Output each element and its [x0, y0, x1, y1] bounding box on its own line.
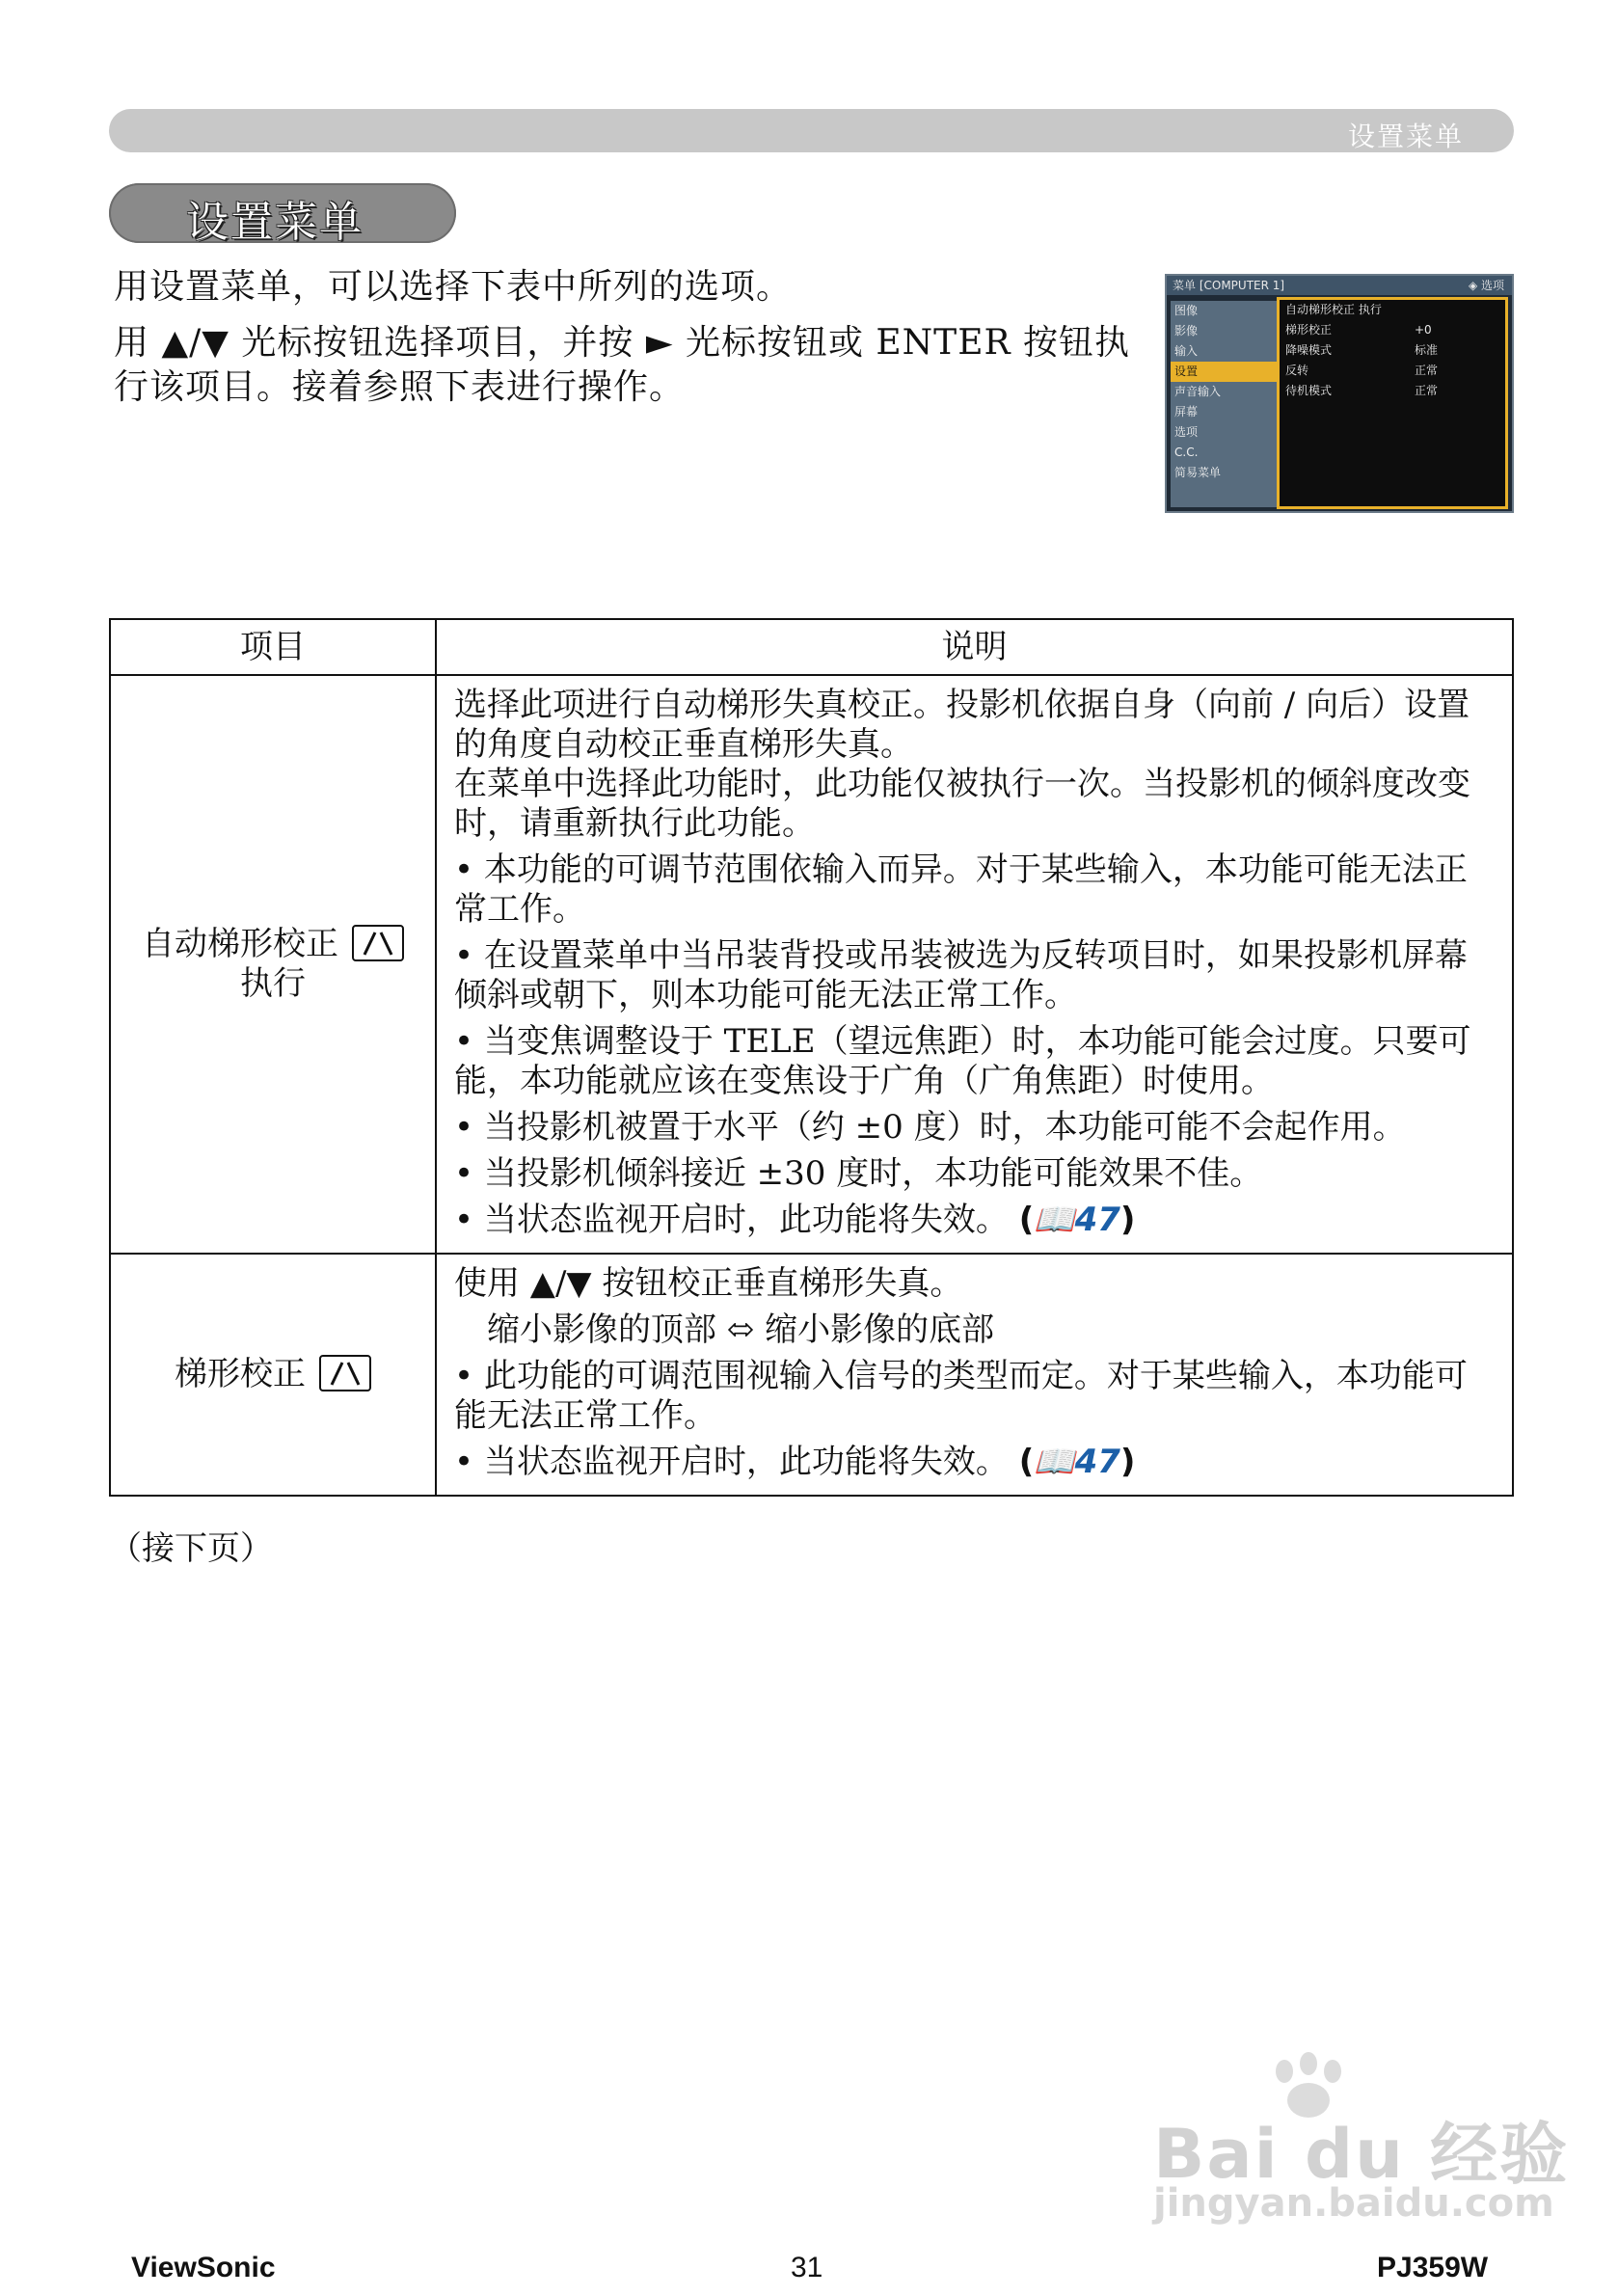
osd-setting-panel [1277, 297, 1508, 509]
osd-row-key: 待机模式 [1285, 384, 1333, 397]
intro-text [114, 265, 1136, 421]
page-reference-number: 47 [1074, 1201, 1120, 1239]
osd-row-value: +0 [1415, 323, 1432, 337]
header-bar [109, 109, 1514, 152]
watermark-url: jingyan.baidu.com [1153, 2181, 1554, 2226]
osd-menu-list [1171, 301, 1279, 507]
desc-paragraph: 缩小影像的顶部 ⬄ 缩小影像的底部 [454, 1310, 995, 1349]
osd-menu-item: 选项 [1174, 425, 1199, 439]
osd-menu-item: 图像 [1174, 304, 1199, 317]
desc-bullet-text: • 当状态监视开启时，此功能将失效。 [454, 1443, 1009, 1481]
osd-row-value: 标准 [1415, 343, 1439, 357]
section-title-pill [109, 183, 456, 247]
footer-brand: ViewSonic [131, 2252, 276, 2283]
desc-bullet: • 当投影机被置于水平（约 ±0 度）时，本功能可能不会起作用。 [454, 1108, 1406, 1147]
footer-model: PJ359W [1377, 2252, 1489, 2283]
osd-title: 菜单 [COMPUTER 1] [1173, 279, 1285, 292]
intro-line-1: 用设置菜单，可以选择下表中所列的选项。 [114, 267, 793, 307]
desc-bullet: • 当投影机倾斜接近 ±30 度时，本功能可能效果不佳。 [454, 1154, 1263, 1193]
header-item: 项目 [110, 619, 436, 675]
item-cell-auto-keystone [110, 675, 436, 1254]
osd-row [1280, 340, 1505, 361]
desc-bullet [454, 1201, 1493, 1240]
osd-row [1280, 320, 1505, 340]
osd-row-key: 降噪模式 [1285, 343, 1333, 357]
keystone-icon [352, 925, 404, 961]
item-label: 自动梯形校正 [142, 925, 338, 963]
settings-table [109, 618, 1514, 1497]
page-reference[interactable]: (📖47) [1018, 1201, 1136, 1239]
watermark-brand: Bai du 经验 [1153, 2115, 1570, 2194]
item-label-line2: 执行 [240, 964, 306, 1003]
desc-cell-keystone [436, 1254, 1513, 1496]
osd-row-value: 正常 [1415, 364, 1439, 377]
osd-row [1280, 300, 1505, 320]
osd-menu-item: C.C. [1174, 446, 1199, 459]
section-title: 设置菜单 [186, 198, 364, 247]
keystone-icon [319, 1355, 371, 1391]
osd-row [1280, 361, 1505, 381]
header-description: 说明 [436, 619, 1513, 675]
intro-line-2: 用 ▲/▼ 光标按钮选择项目，并按 ► 光标按钮或 ENTER 按钮执行该项目。接着参照下表进行操作。 [114, 323, 1131, 407]
desc-bullet: • 此功能的可调范围视输入信号的类型而定。对于某些输入，本功能可能无法正常工作。 [454, 1357, 1468, 1435]
desc-bullet: • 当变焦调整设于 TELE（望远焦距）时，本功能可能会过度。只要可能，本功能就应该在变焦设于广角（广角焦距）时使用。 [454, 1022, 1471, 1100]
table-header-row [110, 619, 1513, 675]
osd-select-label: 选项 [1480, 279, 1504, 292]
page-reference-number: 47 [1074, 1443, 1120, 1481]
desc-paragraph: 使用 ▲/▼ 按钮校正垂直梯形失真。 [454, 1264, 963, 1303]
continued-note: （接下页） [109, 1529, 273, 1568]
osd-row-key: 自动梯形校正 执行 [1285, 303, 1382, 316]
page-reference[interactable]: (📖47) [1018, 1443, 1136, 1481]
osd-row [1280, 381, 1505, 401]
desc-paragraph: 选择此项进行自动梯形失真校正。投影机依据自身（向前 / 向后）设置的角度自动校正垂直梯形失真。 在菜单中选择此功能时，此功能仅被执行一次。当投影机的倾斜度改变时，请重新执行此功能。 [454, 686, 1470, 843]
osd-row-value: 正常 [1415, 384, 1439, 397]
osd-row-key: 梯形校正 [1285, 323, 1333, 337]
osd-menu-item: 屏幕 [1174, 405, 1199, 419]
desc-bullet [454, 1443, 1493, 1482]
osd-menu-item-selected: 设置 [1171, 362, 1279, 382]
osd-menu-screenshot [1165, 274, 1514, 513]
osd-header [1167, 276, 1512, 295]
item-cell-keystone [110, 1254, 436, 1496]
book-icon: 📖 [1034, 1443, 1075, 1481]
footer-page-number: 31 [791, 2252, 823, 2283]
book-icon: 📖 [1034, 1201, 1075, 1239]
osd-menu-item: 影像 [1174, 324, 1199, 338]
osd-menu-item: 输入 [1174, 344, 1199, 358]
table-row [110, 675, 1513, 1254]
osd-menu-item: 简易菜单 [1174, 466, 1222, 479]
osd-menu-item: 声音输入 [1174, 385, 1222, 398]
desc-bullet-text: • 当状态监视开启时，此功能将失效。 [454, 1201, 1009, 1239]
osd-select-hint: ◈ 选项 [1468, 279, 1504, 292]
item-label: 梯形校正 [175, 1355, 306, 1393]
table-row [110, 1254, 1513, 1496]
desc-cell-auto-keystone [436, 675, 1513, 1254]
osd-row-key: 反转 [1285, 364, 1309, 377]
desc-bullet: • 在设置菜单中当吊装背投或吊装被选为反转项目时，如果投影机屏幕倾斜或朝下，则本功能可能无法正常工作。 [454, 936, 1468, 1014]
desc-bullet: • 本功能的可调节范围依输入而异。对于某些输入，本功能可能无法正常工作。 [454, 851, 1468, 929]
header-section-tag: 设置菜单 [1347, 121, 1464, 152]
